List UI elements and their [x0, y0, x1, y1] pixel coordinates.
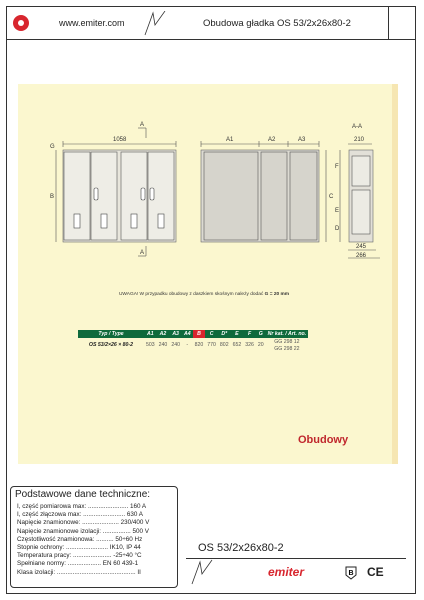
side-height-label: C — [329, 194, 334, 200]
col-e: E — [231, 330, 244, 338]
tech-row-standards: Spełniane normy: ................... EN 60 439-1 — [17, 560, 139, 568]
tech-data-box — [10, 486, 178, 588]
section-top-dim: 210 — [354, 137, 365, 143]
tech-row-frequency: Częstotliwość znamionowa: .......... 50÷60 Hz — [17, 535, 143, 543]
tech-row-current-connection: I, część złączowa max: ........................ 630 A — [17, 511, 143, 519]
section-marker-bottom: A — [140, 250, 145, 256]
tech-data-list — [17, 503, 149, 577]
ce-mark: CE — [367, 565, 384, 579]
col-art-no: Nr kat. / Art. no. — [267, 331, 307, 337]
cell-d: 802 — [219, 342, 229, 348]
table-row — [78, 338, 308, 345]
side-dim-a3: A3 — [298, 137, 306, 143]
section-bottom-dim-2: 266 — [356, 253, 367, 259]
website-url[interactable]: www.emiter.com — [59, 18, 125, 28]
col-f: F — [243, 330, 256, 338]
b-cert-icon — [345, 566, 357, 580]
tech-row-voltage: Napięcie znamionowe: ..................... 230/400 V — [17, 519, 150, 527]
tech-row-temperature: Temperatura pracy: ...................... -25÷40 °C — [17, 552, 142, 560]
col-g: G — [256, 330, 266, 338]
front-height-label: B — [50, 194, 55, 200]
header-title: Obudowa gładka OS 53/2x26x80-2 — [203, 18, 351, 29]
cell-b: 820 — [194, 342, 204, 348]
warning-note — [0, 292, 408, 297]
cell-a1: 503 — [146, 342, 155, 348]
col-a4: A4 — [183, 331, 191, 337]
spec-table-header — [78, 330, 308, 338]
tech-row-insulation-class: Klasa izolacji: ............................................. II — [17, 568, 141, 576]
front-view — [56, 128, 176, 256]
cell-art-no-1: GG 298 12 — [274, 338, 300, 345]
section-view — [340, 144, 380, 258]
footer-divider — [186, 558, 406, 559]
col-a2: A2 — [157, 330, 170, 338]
cell-art-no-2: GG 298 22 — [274, 345, 300, 352]
cell-f: 326 — [245, 342, 254, 348]
brand-logo: emiter — [268, 565, 305, 579]
cell-a3: 240 — [171, 342, 180, 348]
tech-row-current-measure: I, część pomiarowa max: ....................... 160 A — [17, 503, 147, 510]
section-title: A-A — [352, 124, 363, 130]
side-view — [201, 141, 326, 242]
col-b: B — [193, 330, 206, 338]
warning-note-text: UWAGA! W przypadku obudowy z daszkiem skośnym należy dodać — [118, 292, 264, 297]
section-bottom-dim-1: 245 — [356, 244, 367, 250]
product-name: OS 53/2x26x80-2 — [198, 542, 284, 554]
category-badge: Obudowy — [298, 434, 349, 446]
cell-c: 770 — [207, 342, 216, 348]
col-c: C — [205, 330, 218, 338]
b-cert-letter: B — [348, 570, 354, 577]
cell-g: 20 — [257, 342, 264, 348]
footer-zigzag-icon — [190, 558, 214, 586]
side-dim-a1: A1 — [226, 137, 234, 143]
section-d-label: D — [335, 226, 340, 232]
tech-row-protection: Stopnie ochrony: ........................ IK10, IP 44 — [17, 543, 141, 551]
section-marker-top: A — [140, 122, 145, 128]
tech-data-title: Podstawowe dane techniczne: — [15, 489, 151, 500]
front-width-label: 1058 — [113, 137, 127, 143]
section-f-label: F — [335, 164, 339, 170]
cell-a4: - — [186, 342, 189, 348]
col-d: D* — [218, 330, 231, 338]
cell-a2: 240 — [158, 342, 168, 348]
front-g-label: G — [50, 144, 55, 150]
col-a3: A3 — [169, 330, 182, 338]
cell-e: 652 — [232, 342, 242, 348]
tech-row-insulation-voltage: Napięcie znamionowe izolacji: ................ 500 V — [17, 527, 149, 535]
side-dim-a2: A2 — [268, 137, 276, 143]
col-type: Typ / Type — [78, 330, 144, 338]
cell-type: OS 53/2×26 × 80-2 — [88, 342, 134, 348]
spec-table — [78, 330, 308, 352]
col-a1: A1 — [144, 330, 157, 338]
section-e-label: E — [335, 208, 340, 214]
warning-note-value: G = 20 mm — [264, 292, 290, 297]
